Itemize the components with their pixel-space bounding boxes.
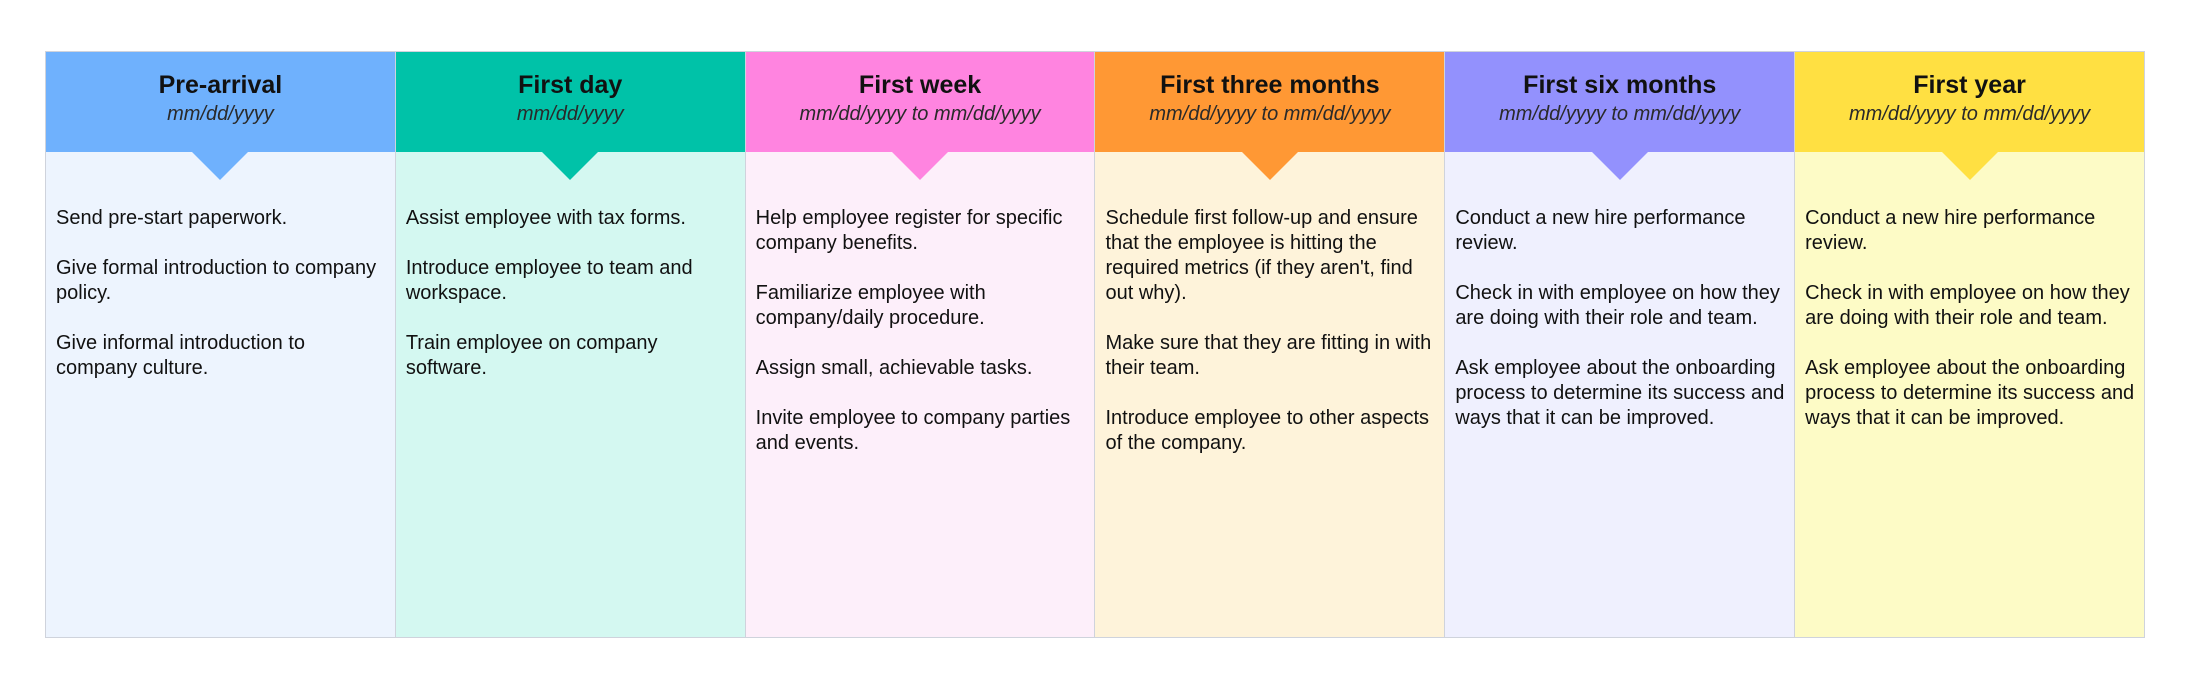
column-first-day [396,52,746,637]
column-date: mm/dd/yyyy to mm/dd/yyyy [1848,103,2091,125]
column-body [746,152,1095,456]
column-body [46,152,395,381]
task-item: Make sure that they are fitting in with their team. [1105,332,1432,379]
column-body [1795,152,2144,431]
column-date: mm/dd/yyyy [167,103,274,125]
column-date: mm/dd/yyyy to mm/dd/yyyy [1499,103,1741,125]
task-item: Check in with employee on how they are doing with their role and team. [1455,282,1780,329]
column-date: mm/dd/yyyy [516,103,624,125]
header-pointer [892,152,948,180]
task-item: Train employee on company software. [405,332,658,379]
task-item: Assign small, achievable tasks. [755,357,1033,379]
task-item: Ask employee about the onboarding process to determine its success and ways that it can be improved. [1455,357,1785,429]
column-title: First year [1913,71,2026,99]
column-first-year [1795,52,2144,637]
column-title: First week [858,71,982,99]
task-item: Give informal introduction to company culture. [56,332,306,379]
column-body [396,152,745,381]
column-date: mm/dd/yyyy to mm/dd/yyyy [1149,103,1391,125]
task-item: Introduce employee to team and workspace. [405,257,693,304]
column-first-three-months [1095,52,1445,637]
task-item: Check in with employee on how they are doing with their role and team. [1805,282,2130,329]
column-date: mm/dd/yyyy to mm/dd/yyyy [799,103,1041,125]
task-item: Schedule first follow-up and ensure that the employee is hitting the required metrics (if they aren't, find out why). [1105,207,1418,304]
column-title: First day [518,71,623,99]
column-first-week [746,52,1096,637]
column-title: First six months [1523,71,1717,99]
header-pointer [1942,152,1998,180]
header-pointer [542,152,598,180]
header-pointer [1242,152,1298,180]
task-item: Conduct a new hire performance review. [1805,207,2096,254]
column-header [46,52,395,152]
column-body [1095,152,1444,456]
task-item: Ask employee about the onboarding process to determine its success and ways that it can be improved. [1805,357,2135,429]
column-header [746,52,1095,152]
header-pointer [192,152,248,180]
task-item: Help employee register for specific company benefits. [755,207,1063,254]
task-item: Introduce employee to other aspects of the company. [1105,407,1430,454]
task-item: Invite employee to company parties and events. [755,407,1071,454]
onboarding-timeline-board [45,51,2145,638]
column-first-six-months [1445,52,1795,637]
task-item: Familiarize employee with company/daily procedure. [755,282,986,329]
column-header [1795,52,2144,152]
column-header [1095,52,1444,152]
column-title: First three months [1160,71,1380,99]
task-item: Give formal introduction to company policy. [56,257,377,304]
task-item: Conduct a new hire performance review. [1455,207,1746,254]
column-body [1445,152,1794,431]
task-item: Assist employee with tax forms. [405,207,686,229]
column-header [396,52,745,152]
column-header [1445,52,1794,152]
task-item: Send pre-start paperwork. [56,207,288,229]
column-pre-arrival [46,52,396,637]
column-title: Pre-arrival [158,71,283,99]
header-pointer [1592,152,1648,180]
